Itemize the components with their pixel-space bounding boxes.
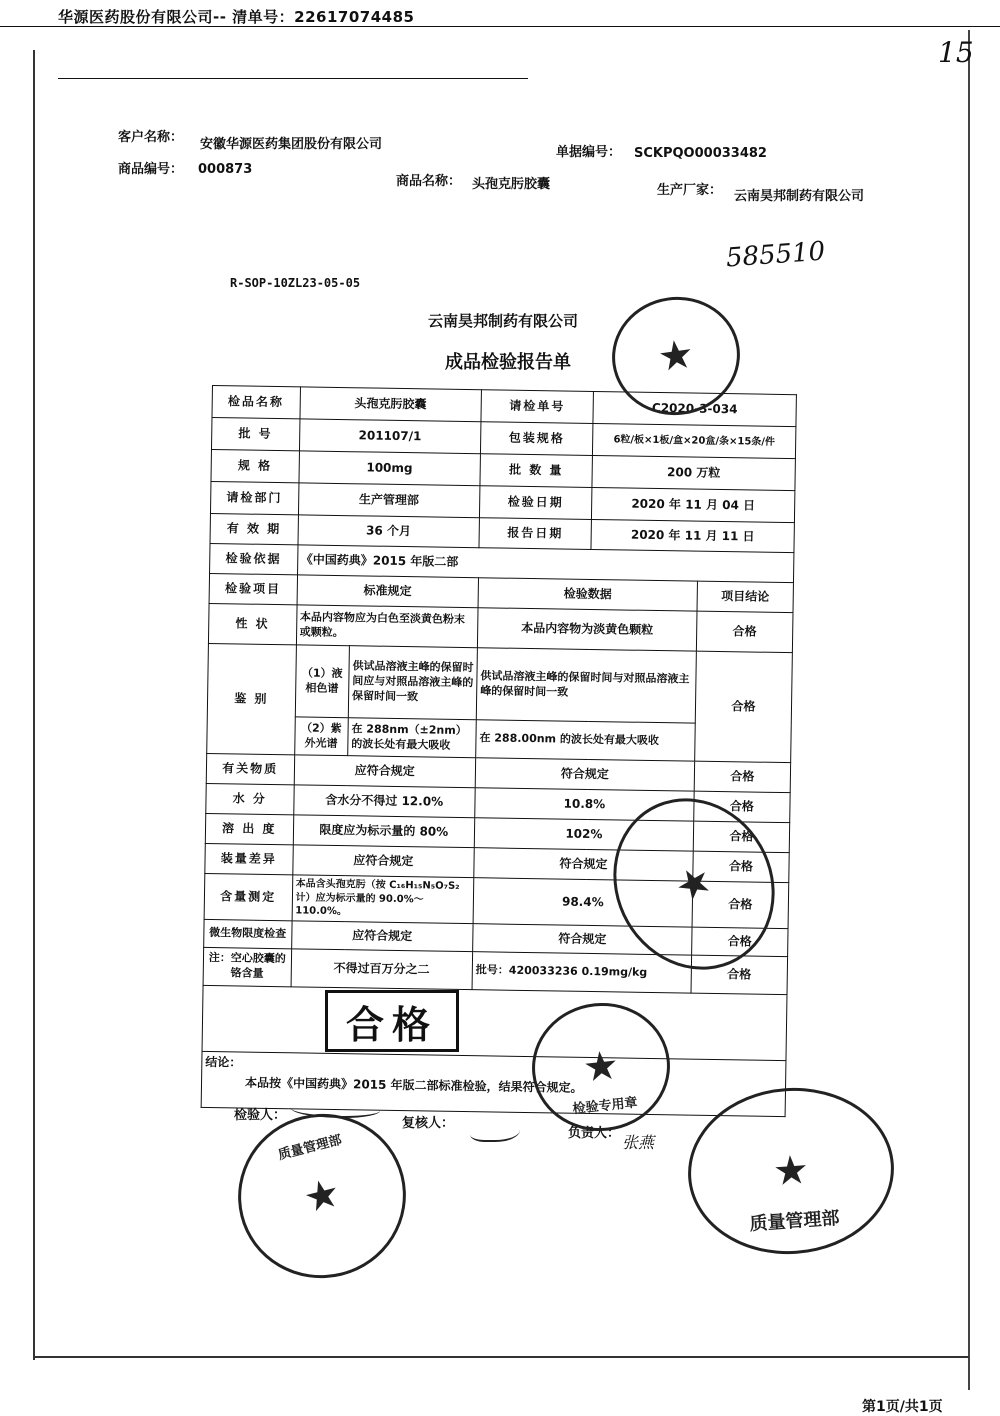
handwritten-number: 585510 (725, 236, 827, 274)
qty-label: 批 数 量 (480, 454, 593, 488)
product-code-value: 000873 (198, 162, 253, 177)
conclusion-label: 结论： (205, 1054, 242, 1070)
dissolution-data: 102% (474, 818, 693, 851)
appearance-result: 合格 (696, 611, 793, 653)
reviewer-signature (470, 1118, 520, 1142)
uv-label: （2）紫外光谱 (294, 717, 348, 756)
water-std: 含水分不得过 12.0% (293, 785, 475, 818)
manufacturer-value: 云南昊邦制药有限公司 (734, 189, 865, 204)
hplc-label: （1）液相色谱 (295, 645, 349, 718)
name-label: 检品名称 (212, 386, 300, 419)
basis-label: 检验依据 (210, 543, 298, 574)
water-data: 10.8% (475, 788, 694, 821)
appearance-std: 本品内容物应为白色至淡黄色粉末或颗粒。 (296, 605, 478, 648)
assay-label: 含量测定 (204, 873, 292, 920)
related-result: 合格 (694, 761, 791, 793)
product-name-label: 商品名称： (396, 174, 462, 189)
batch-value: 201107/1 (299, 419, 481, 454)
seal-star-icon: ★ (655, 330, 697, 382)
qty-value: 200 万粒 (592, 455, 795, 490)
inspector-label: 检验人： (234, 1108, 287, 1123)
ident-label: 鉴 别 (207, 643, 296, 754)
responsible-label: 负责人： (568, 1126, 621, 1141)
spec-value: 100mg (299, 451, 481, 486)
company-list-header: 华源医药股份有限公司-- 清单号：22617074485 (58, 8, 415, 26)
related-data: 符合规定 (475, 758, 694, 791)
uv-data: 在 288.00nm 的波长处有最大吸收 (476, 720, 695, 761)
page-border-bottom (33, 1356, 969, 1358)
meta-divider (58, 78, 528, 79)
report-company: 云南昊邦制药有限公司 (428, 312, 579, 330)
col-item-header: 检验项目 (209, 573, 297, 604)
chrome-data: 批号：420033236 0.19mg/kg (472, 951, 691, 992)
req-no-value: C2020-3-034 (593, 391, 796, 426)
name-value: 头孢克肟胶囊 (300, 387, 482, 422)
quality-seal-right-text: 质量管理部 (748, 1207, 841, 1235)
valid-label: 有 效 期 (210, 513, 298, 544)
report-title: 成品检验报告单 (445, 352, 571, 373)
page-info: 第1页/共1页 (862, 1399, 943, 1415)
dissolution-std: 限度应为标示量的 80% (293, 815, 475, 848)
chrome-label: 注：空心胶囊的铬含量 (203, 947, 291, 986)
report-doc-code: R-SOP-10ZL23-05-05 (230, 276, 361, 290)
inspection-seal-text: 检验专用章 (572, 1095, 639, 1118)
related-label: 有关物质 (206, 753, 294, 784)
loading-std: 应符合规定 (292, 845, 474, 878)
uv-std: 在 288nm（±2nm）的波长处有最大吸收 (348, 718, 477, 758)
dissolution-result: 合格 (693, 821, 790, 853)
manufacturer-label: 生产厂家： (657, 183, 723, 198)
quality-seal-left-text: 质量管理部 (276, 1132, 344, 1164)
quality-seal-left (221, 1096, 424, 1296)
product-name-value: 头孢克肟胶囊 (472, 177, 551, 192)
appearance-label: 性 状 (208, 603, 296, 644)
dissolution-label: 溶 出 度 (205, 813, 293, 844)
doc-no-value: SCKPQO00033482 (634, 146, 767, 161)
hplc-std: 供试品溶液主峰的保留时间应与对照品溶液主峰的保留时间一致 (348, 646, 477, 720)
valid-value: 36 个月 (298, 515, 480, 548)
corner-number: 15 (938, 36, 974, 69)
seal-star-icon: ★ (666, 855, 722, 913)
inspection-table (201, 385, 797, 1117)
dept-value: 生产管理部 (298, 483, 480, 518)
col-std-header: 标准规定 (297, 575, 479, 608)
seal-star-icon: ★ (580, 1042, 622, 1092)
hplc-data: 供试品溶液主峰的保留时间与对照品溶液主峰的保留时间一致 (476, 648, 696, 723)
water-label: 水 分 (206, 783, 294, 814)
chrome-std: 不得过百万分之二 (291, 948, 473, 989)
water-result: 合格 (694, 791, 791, 823)
header-divider (0, 26, 1000, 27)
batch-label: 批 号 (211, 418, 299, 451)
conclusion-text: 本品按《中国药典》2015 年版二部标准检验，结果符合规定。 (244, 1075, 583, 1095)
reviewer-label: 复核人： (402, 1116, 455, 1131)
micro-data: 符合规定 (473, 923, 692, 954)
assay-data: 98.4% (473, 878, 693, 927)
responsible-signature: 张燕 (622, 1133, 655, 1152)
micro-result: 合格 (691, 927, 788, 957)
doc-no-label: 单据编号： (556, 145, 622, 160)
req-no-label: 请检单号 (481, 390, 594, 424)
chrome-result: 合格 (691, 955, 788, 995)
assay-result: 合格 (692, 881, 789, 928)
basis-value: 《中国药典》2015 年版二部 (297, 545, 794, 583)
spec-label: 规 格 (211, 449, 299, 482)
loading-data: 符合规定 (474, 848, 693, 881)
product-code-label: 商品编号： (118, 162, 184, 177)
micro-std: 应符合规定 (291, 920, 473, 951)
pack-label: 包装规格 (480, 422, 593, 456)
col-data-header: 检验数据 (478, 578, 697, 611)
pass-stamp: 合格 (325, 990, 459, 1052)
dept-label: 请检部门 (210, 481, 298, 514)
col-result-header: 项目结论 (697, 581, 794, 613)
pass-stamp-row (202, 985, 787, 1060)
page-border-right (968, 30, 970, 1390)
inspection-report (201, 385, 797, 1116)
seal-star-icon: ★ (771, 1146, 811, 1196)
test-date-label: 检验日期 (479, 486, 592, 520)
customer-value: 安徽华源医药集团股份有限公司 (200, 137, 383, 152)
pack-value: 6粒/板×1板/盒×20盒/条×15条/件 (593, 423, 796, 458)
customer-label: 客户名称： (118, 130, 184, 145)
test-date-value: 2020 年 11 月 04 日 (592, 487, 795, 522)
loading-result: 合格 (693, 851, 790, 883)
report-date-label: 报告日期 (479, 518, 592, 550)
report-date-value: 2020 年 11 月 11 日 (591, 519, 794, 552)
loading-label: 装量差异 (205, 843, 293, 874)
assay-std: 本品含头孢克肟（按 C₁₆H₁₅N₅O₇S₂ 计）应为标示量的 90.0%～110.0%。 (292, 875, 474, 923)
related-std: 应符合规定 (294, 755, 476, 788)
ident-result: 合格 (695, 651, 793, 762)
micro-label: 微生物限度检查 (204, 919, 292, 948)
conclusion-cell (201, 1051, 786, 1116)
seal-star-icon: ★ (299, 1169, 345, 1223)
page-border-left (33, 50, 35, 1360)
appearance-data: 本品内容物为淡黄色颗粒 (477, 608, 696, 651)
